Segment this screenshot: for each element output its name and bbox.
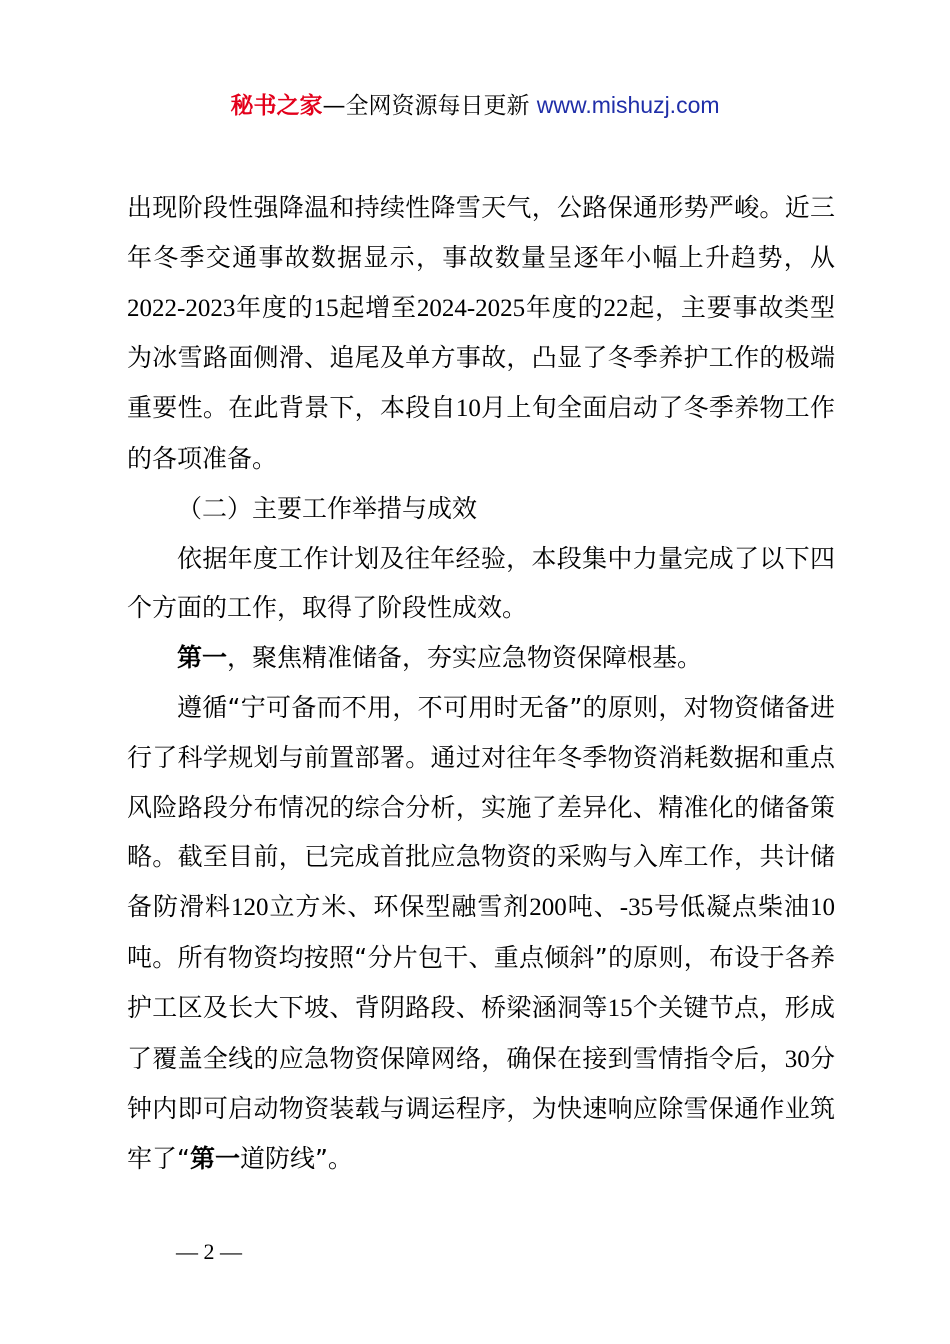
paragraph-materials <box>127 683 835 1184</box>
materials-bold: 第一 <box>189 1144 240 1174</box>
materials-tail: 道防线”。 <box>239 1144 353 1174</box>
paragraph-background: 出现阶段性强降温和持续性降雪天气，公路保通形势严峻。近三年冬季交通事故数据显示，事故数量呈逐年小幅上升趋势，从2022-2023年度的15起增至2024-2025年度的22起，主要事故类型为冰雪路面侧滑、追尾及单方事故，凸显了冬季养护工作的极端重要性。在此背景下，本段自10月上旬全面启动了冬季养物工作的各项准备。 <box>127 193 835 473</box>
paragraph-first-point <box>127 633 835 683</box>
site-url-link[interactable]: www.mishuzj.com <box>536 92 720 118</box>
paragraph-intro: 依据年度工作计划及往年经验，本段集中力量完成了以下四个方面的工作，取得了阶段性成效。 <box>127 543 835 623</box>
site-header <box>0 88 950 123</box>
document-body <box>127 183 835 1184</box>
brand-name: 秘书之家 <box>230 93 323 119</box>
first-point-text: ，聚焦精准储备，夯实应急物资保障根基。 <box>227 643 703 673</box>
materials-text: 遵循“宁可备而不用，不可用时无备”的原则，对物资储备进行了科学规划与前置部署。通过对往年冬季物资消耗数据和重点风险路段分布情况的综合分析，实施了差异化、精准化的储备策略。截至目前，已完成首批应急物资的采购与入库工作，共计储备防滑料120立方米、环保型融雪剂200吨、-35号低凝点柴油10吨。所有物资均按照“分片包干、重点倾斜”的原则，布设于各养护工区及长大下坡、背阴路段、桥梁涵洞等15个关键节点，形成了覆盖全线的应急物资保障网络，确保在接到雪情指令后，30分钟内即可启动物资装载与调运程序，为快速响应除雪保通作业筑牢了“ <box>127 692 835 1174</box>
header-slogan: —全网资源每日更新 <box>322 93 537 119</box>
section-heading: （二）主要工作举措与成效 <box>177 493 478 523</box>
page-number: — 2 — <box>176 1239 242 1264</box>
first-point-lead: 第一 <box>177 643 228 673</box>
